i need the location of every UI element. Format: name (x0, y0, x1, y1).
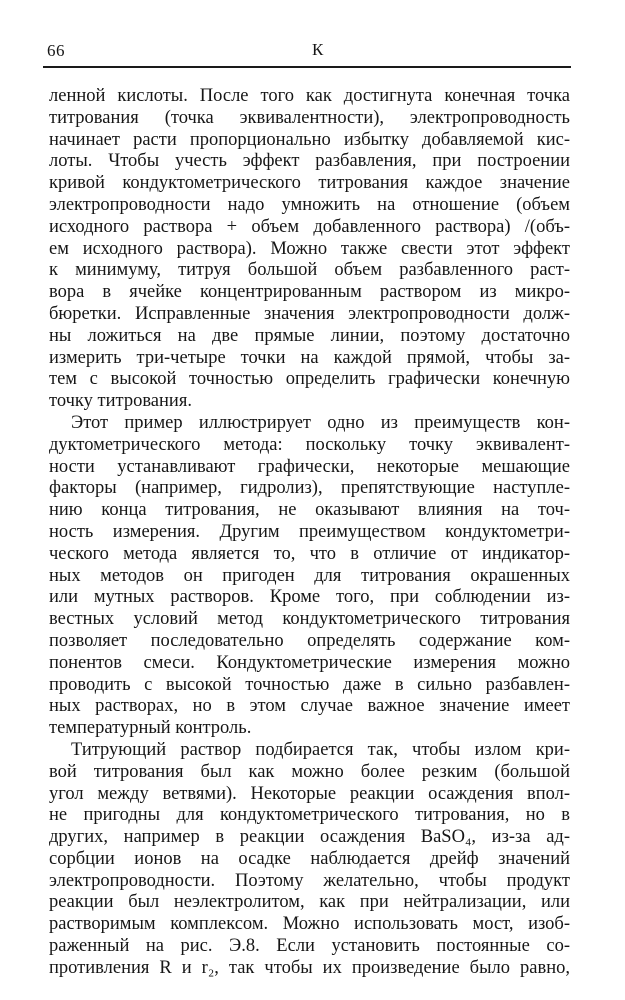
text-line: температурный контроль. (49, 718, 252, 739)
body-text (49, 86, 570, 980)
text-line: ных методов он пригоден для титрования окрашенных (49, 565, 570, 586)
text-line: или мутных растворов. Кроме того, при соблюдении из- (49, 587, 570, 608)
text-line: ны ложиться на две прямые линии, поэтому достаточно (49, 325, 570, 346)
paragraph-2 (49, 413, 570, 740)
text-line: к минимуму, титруя большой объем разбавленного раст- (49, 260, 570, 281)
text-line: титрования (точка эквивалентности), электропроводность (49, 107, 570, 128)
text-line: сорбции ионов на осадке наблюдается дрейф значений (49, 848, 570, 869)
paragraph-1 (49, 86, 570, 413)
text-line: не пригодны для кондуктометрического титрования, но в (49, 805, 570, 826)
text-line: ем исходного раствора). Можно также свести этот эффект (49, 238, 570, 259)
text-line: ленной кислоты. После того как достигнута конечная точка (49, 86, 570, 106)
text-line: электропроводности надо умножить на отношение (объем (49, 194, 570, 215)
paragraph-3 (49, 740, 570, 980)
text-line: других, например в реакции осаждения BaSO₄, из-за ад- (49, 827, 570, 848)
text-line: вой титрования был как можно более резким (большой (49, 761, 570, 782)
text-line: ческого метода является то, что в отличие от индикатор- (49, 543, 570, 564)
text-line: реакции был неэлектролитом, как при нейтрализации, или (49, 892, 570, 913)
text-line: тем с высокой точностью определить графически конечную (49, 369, 570, 390)
text-line: нию конца титрования, не оказывают влияния на точ- (49, 500, 570, 521)
text-line: Титрующий раствор подбирается так, чтобы излом кри- (71, 739, 570, 760)
text-line: электропроводности. Поэтому желательно, чтобы продукт (49, 870, 570, 891)
text-line: ность измерения. Другим преимуществом кондуктометри- (49, 521, 570, 542)
text-line: ности устанавливают графически, некоторые мешающие (49, 456, 570, 477)
text-line: вестных условий метод кондуктометрического титрования (49, 609, 570, 630)
text-line: раженный на рис. Э.8. Если установить постоянные со- (49, 936, 570, 957)
text-line: кривой кондуктометрического титрования каждое значение (49, 173, 570, 194)
text-line: точку титрования. (49, 391, 192, 412)
text-line: понентов смеси. Кондуктометрические измерения можно (49, 652, 570, 673)
text-line: позволяет последовательно определять содержание ком- (49, 630, 570, 651)
text-line: ных растворах, но в этом случае важное значение имеет (49, 696, 570, 717)
text-line: противления R и r₂, так чтобы их произведение было равно, (49, 957, 570, 978)
page-header (0, 0, 625, 70)
text-line: бюретки. Исправленные значения электропроводности долж- (49, 303, 570, 324)
text-line: вора в ячейке концентрированным раствором из микро- (49, 282, 570, 303)
text-line: факторы (например, гидролиз), препятствующие наступле- (49, 478, 570, 499)
text-line: измерить три-четыре точки на каждой прямой, чтобы за- (49, 347, 570, 368)
page-number: 66 (47, 41, 65, 60)
text-line: угол между ветвями). Некоторые реакции осаждения впол- (49, 783, 570, 804)
text-line: начинает расти пропорционально избытку добавляемой кис- (49, 129, 570, 150)
text-line: лоты. Чтобы учесть эффект разбавления, при построении (49, 151, 570, 172)
text-line: исходного раствора + объем добавленного раствора) /(объ- (49, 216, 570, 237)
text-line: проводить с высокой точностью даже в сильно разбавлен- (49, 674, 570, 695)
text-line: Этот пример иллюстрирует одно из преимуществ кон- (71, 412, 570, 433)
running-head: К (312, 40, 324, 59)
header-rule (43, 66, 571, 68)
text-line: растворимым комплексом. Можно использовать мост, изоб- (49, 914, 570, 935)
text-line: дуктометрического метода: поскольку точку эквивалент- (49, 434, 570, 455)
